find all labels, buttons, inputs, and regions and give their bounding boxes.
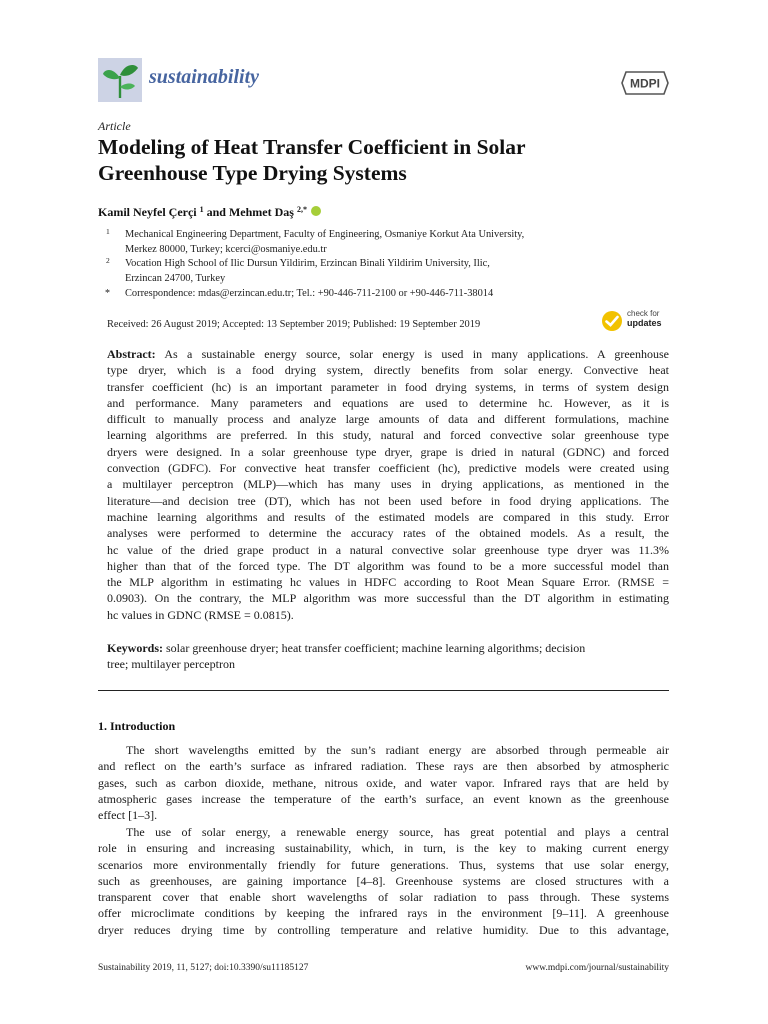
- abstract-line: convection (GDFC). For convective heat transfer coefficient (hc), predictive models were created using: [107, 461, 669, 476]
- author-name[interactable]: Mehmet Daş: [228, 205, 294, 219]
- affiliation-line: Erzincan 24700, Turkey: [125, 273, 226, 284]
- abstract-line: transfer coefficient (hc) is an important parameter in food drying systems, in terms of system design: [107, 379, 669, 394]
- section-heading: 1. Introduction: [98, 719, 176, 733]
- affiliation-line: Mechanical Engineering Department, Faculty of Engineering, Osmaniye Korkut Ata University,: [125, 229, 525, 240]
- author-name[interactable]: Kamil Neyfel Çerçi: [98, 205, 197, 219]
- check-updates-icon: [601, 310, 623, 332]
- paragraph-line: The use of solar energy, a renewable energy source, has great potential and plays a central: [126, 825, 669, 839]
- journal-logo-icon: [98, 58, 142, 102]
- affiliation-marker: 2: [106, 256, 110, 265]
- paragraph-line: dryer reduces drying time by controlling temperature and relative humidity. Due to this advantage,: [98, 922, 669, 937]
- paragraph-line: role in ensuring and increasing sustainability, which, in turn, is the key to making current energy: [98, 841, 669, 856]
- publisher-logo-icon: [620, 70, 670, 96]
- orcid-icon[interactable]: [311, 206, 321, 216]
- section-divider: [98, 690, 669, 691]
- abstract-line: hc values in GDNC (RMSE = 0.0815).: [107, 607, 294, 622]
- title-line: Greenhouse Type Drying Systems: [98, 161, 407, 185]
- paragraph-line: gases, such as carbon dioxide, methane, nitrous oxide, and water vapor. Infrared rays that are held by: [98, 775, 669, 790]
- updates-label: updates: [627, 318, 662, 328]
- keywords-line: Keywords: solar greenhouse dryer; heat transfer coefficient; machine learning algorithms; decision: [107, 641, 586, 655]
- keywords-label: Keywords:: [107, 641, 163, 655]
- paragraph-line: effect [1–3].: [98, 808, 158, 823]
- abstract-line: and performance. Many parameters and equations are used to determine hc. However, as it is: [107, 395, 669, 410]
- paragraph-line: such as greenhouses, are gaining importance [4–8]. Greenhouse systems are closed structures with a: [98, 873, 669, 888]
- intro-paragraph-1: [98, 742, 669, 823]
- author-list: [98, 205, 321, 220]
- publisher-name: MDPI: [630, 76, 660, 91]
- paragraph-line: transparent cover that enable short wavelengths of solar radiation to pass through. These systems: [98, 890, 669, 905]
- publication-dates: Received: 26 August 2019; Accepted: 13 September 2019; Published: 19 September 2019: [107, 319, 481, 330]
- affiliation-line: Vocation High School of Ilic Dursun Yildirim, Erzincan Binali Yildirim University, Ilic,: [125, 258, 490, 269]
- title-line: Modeling of Heat Transfer Coefficient in Solar: [98, 135, 526, 159]
- author-affiliation-marker: 1: [199, 205, 204, 214]
- affiliation-line: Merkez 80000, Turkey; kcerci@osmaniye.edu.tr: [125, 244, 327, 255]
- abstract-line: dryers were designed. In a solar greenhouse type dryer, grape is dried in natural (GDNC) and forced: [107, 444, 669, 459]
- abstract-line: hc value of the dried grape product in a natural convective solar greenhouse type dryer was 11.3%: [107, 542, 669, 557]
- paragraph-line: offer microclimate conditions by keeping the infrared rays in the environment [9–11]. A greenhouse: [98, 906, 669, 921]
- paragraph-line: scenarios more environmentally friendly for future generations. Thus, systems that use solar energy,: [98, 857, 669, 872]
- intro-paragraph-2: [98, 824, 669, 938]
- abstract-line: the MLP algorithm in estimating hc values in HDFC according to Root Mean Square Error. (RMSE =: [107, 575, 669, 590]
- abstract: [107, 346, 669, 623]
- abstract-line: machine learning algorithms and results of the estimated models are compared in this study. Error: [107, 509, 669, 524]
- affiliation-marker: 1: [106, 227, 110, 236]
- keywords-line: tree; multilayer perceptron: [107, 657, 235, 672]
- abstract-line: learning algorithms are preferred. In this study, natural and forced convective solar greenhouse type: [107, 428, 669, 443]
- footer-citation: Sustainability 2019, 11, 5127; doi:10.3390/su11185127: [98, 963, 309, 973]
- abstract-line: a multilayer perceptron (MLP)—which has many uses in drying applications, as mentioned in the: [107, 477, 669, 492]
- article-type: Article: [98, 119, 131, 133]
- correspondence-line: Correspondence: mdas@erzincan.edu.tr; Tel.: +90-446-711-2100 or +90-446-711-38014: [125, 288, 494, 299]
- abstract-line: type dryer, which is a food drying system, directly benefits from solar energy. Convective heat: [107, 363, 669, 378]
- keywords: [107, 640, 669, 673]
- abstract-line: 0.0903). On the contrary, the MLP algorithm was more successful than the DT algorithm in estimating: [107, 591, 669, 606]
- paper-title: [98, 134, 658, 186]
- paragraph-line: atmospheric gases increase the temperature of the earth’s surface, an event known as the greenhouse: [98, 791, 669, 806]
- abstract-line: Abstract: As a sustainable energy source, solar energy is used in many applications. A greenhouse: [107, 347, 669, 361]
- paragraph-line: The short wavelengths emitted by the sun’s radiant energy are absorbed through permeable air: [126, 743, 669, 757]
- correspondence-marker: *: [105, 288, 110, 299]
- check-for-updates-badge[interactable]: [601, 308, 673, 334]
- abstract-line: higher than that of the forced type. The DT algorithm was found to be a more successful model than: [107, 558, 669, 573]
- paragraph-line: and reflect on the earth’s surface as infrared radiation. These rays are then absorbed by atmospheric: [98, 759, 669, 774]
- updates-caption: check for: [627, 309, 660, 318]
- author-conjunction: and: [206, 205, 226, 219]
- author-affiliation-marker: 2,*: [296, 205, 307, 214]
- journal-name: sustainability: [149, 66, 260, 88]
- abstract-line: difficult to manually process and analyze large amounts of data and different formulations, machine: [107, 412, 669, 427]
- abstract-label: Abstract:: [107, 347, 156, 361]
- abstract-line: analyses were performed to determine the accuracy rates of the obtained models. As a result, the: [107, 526, 669, 541]
- footer-journal-url[interactable]: www.mdpi.com/journal/sustainability: [525, 963, 669, 973]
- abstract-line: literature—and decision tree (DT), which has not been used before in food drying applications. The: [107, 493, 669, 508]
